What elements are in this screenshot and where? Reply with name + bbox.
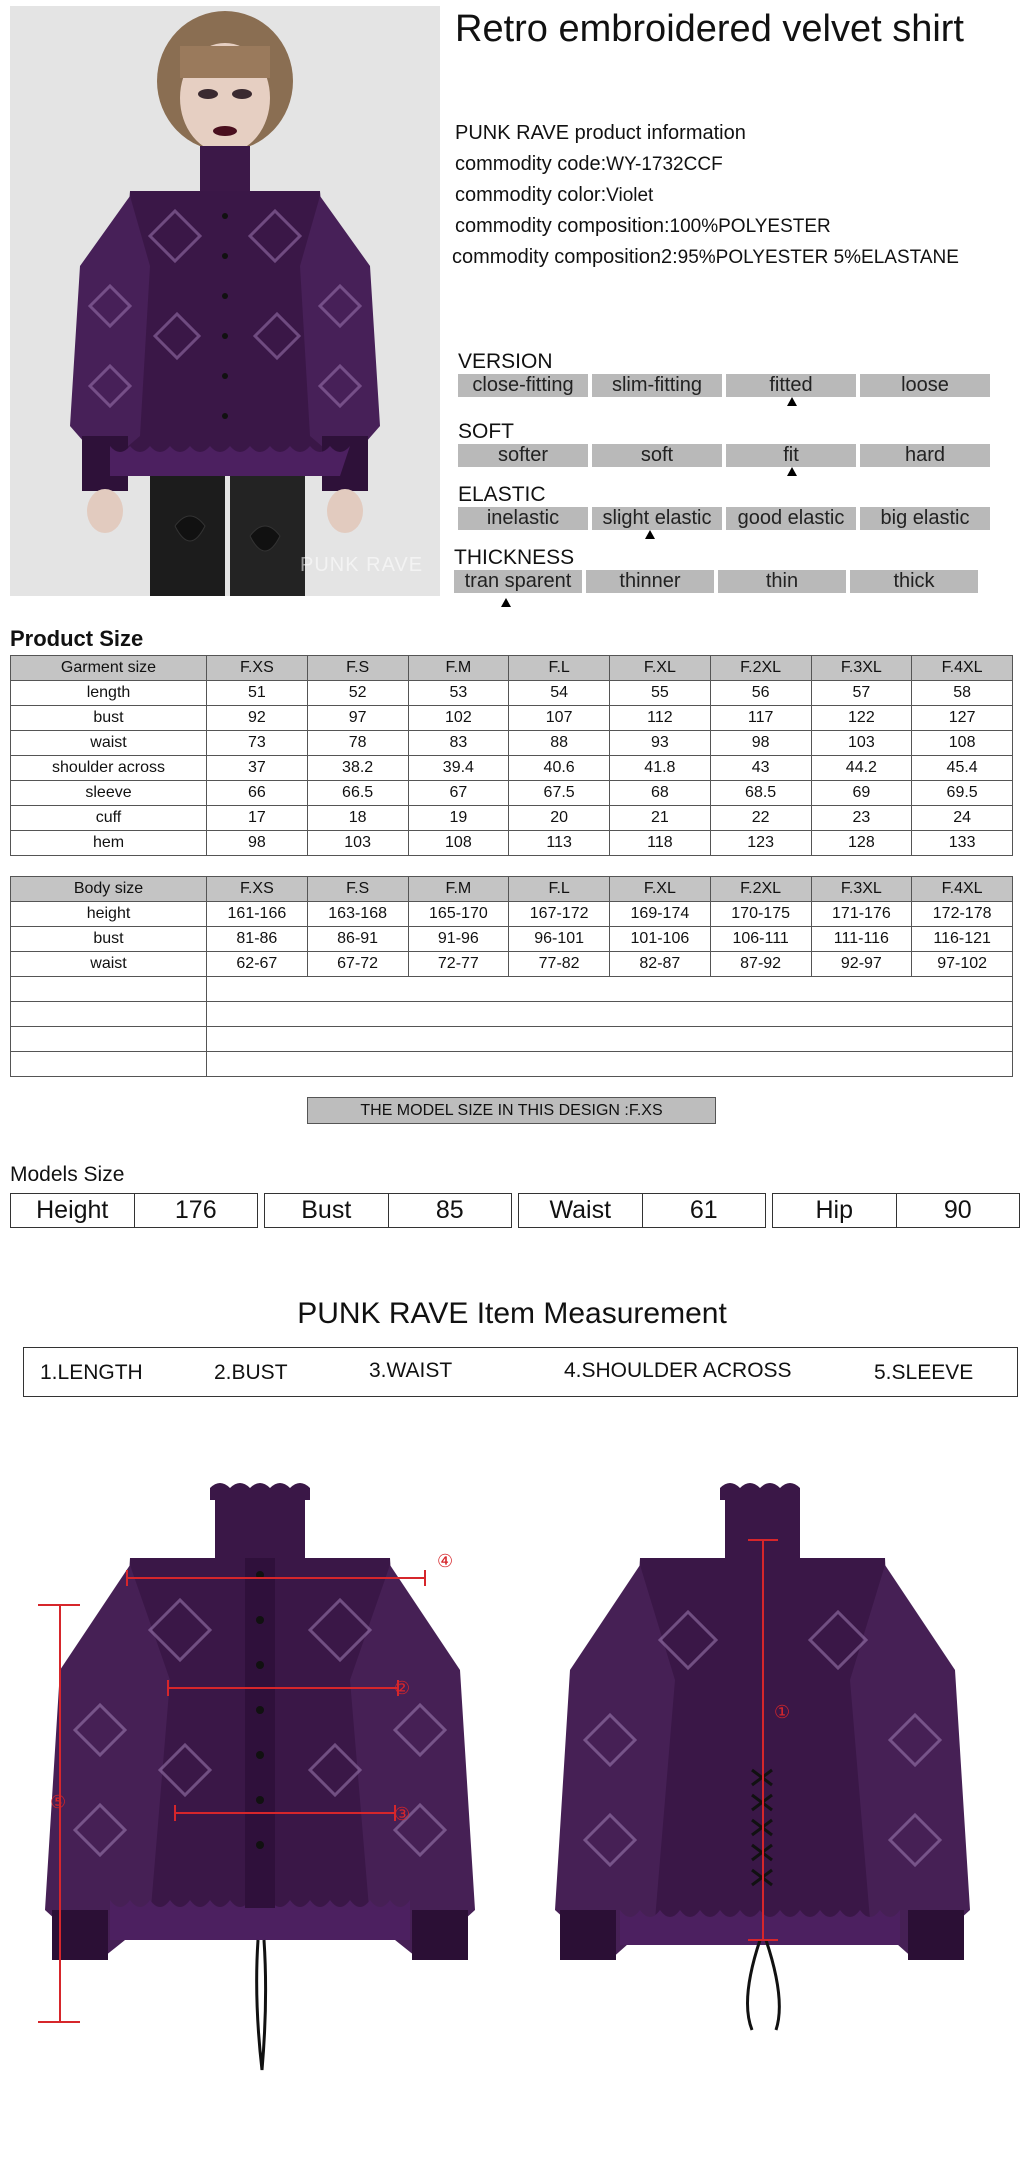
garment-diagrams — [0, 1440, 1024, 2080]
table-row — [11, 756, 1013, 781]
header-cell: F.3XL — [811, 877, 912, 902]
table-cell: 97 — [307, 706, 408, 731]
table-cell: 67.5 — [509, 781, 610, 806]
attr-version — [458, 350, 990, 397]
composition-value: 100%POLYESTER — [669, 216, 831, 237]
table-cell: 111-116 — [811, 927, 912, 952]
table-cell: 82-87 — [610, 952, 711, 977]
row-label: cuff — [11, 806, 207, 831]
code-value: WY-1732CCF — [606, 154, 723, 175]
table-row — [11, 952, 1013, 977]
table-cell: 39.4 — [408, 756, 509, 781]
attr-option: thin — [718, 570, 846, 593]
table-row — [11, 781, 1013, 806]
table-cell: 17 — [207, 806, 308, 831]
table-header-row — [11, 877, 1013, 902]
attr-option: thinner — [586, 570, 714, 593]
table-cell: 38.2 — [307, 756, 408, 781]
measure-item-shoulder: 4.SHOULDER ACROSS — [564, 1359, 792, 1382]
empty-row — [11, 1027, 1013, 1052]
row-label: bust — [11, 927, 207, 952]
attr-label: ELASTIC — [458, 483, 546, 506]
table-cell: 118 — [610, 831, 711, 856]
table-row — [11, 681, 1013, 706]
table-cell: 102 — [408, 706, 509, 731]
attr-options — [458, 374, 990, 397]
attr-option: big elastic — [860, 507, 990, 530]
model-measure-height — [10, 1193, 258, 1228]
table-cell: 22 — [710, 806, 811, 831]
table-cell: 19 — [408, 806, 509, 831]
measure-item-waist: 3.WAIST — [369, 1359, 453, 1382]
selected-marker-icon — [787, 467, 797, 476]
empty-cell — [207, 1052, 1013, 1077]
table-cell: 66 — [207, 781, 308, 806]
attr-options — [458, 507, 990, 530]
table-cell: 169-174 — [610, 902, 711, 927]
marker-sleeve: ⑤ — [50, 1792, 67, 1813]
table-cell: 123 — [710, 831, 811, 856]
table-cell: 127 — [912, 706, 1013, 731]
attr-option: fitted — [726, 374, 856, 397]
attr-options — [454, 570, 978, 593]
header-cell: F.XS — [207, 877, 308, 902]
table-cell: 122 — [811, 706, 912, 731]
table-cell: 69.5 — [912, 781, 1013, 806]
empty-cell — [11, 977, 207, 1002]
table-cell: 133 — [912, 831, 1013, 856]
model-photo — [10, 6, 440, 596]
attr-option: tran sparent — [454, 570, 582, 593]
selected-marker-icon — [787, 397, 797, 406]
attr-option: inelastic — [458, 507, 588, 530]
table-cell: 24 — [912, 806, 1013, 831]
table-cell: 171-176 — [811, 902, 912, 927]
marker-waist: ③ — [394, 1804, 411, 1825]
back-view — [555, 1483, 970, 2030]
header-cell: F.XL — [610, 877, 711, 902]
info-code — [455, 149, 959, 180]
table-cell: 51 — [207, 681, 308, 706]
table-cell: 128 — [811, 831, 912, 856]
table-cell: 103 — [811, 731, 912, 756]
models-size-heading: Models Size — [10, 1163, 125, 1186]
table-row — [11, 831, 1013, 856]
table-cell: 92 — [207, 706, 308, 731]
table-cell: 53 — [408, 681, 509, 706]
table-cell: 108 — [912, 731, 1013, 756]
table-cell: 172-178 — [912, 902, 1013, 927]
table-cell: 67-72 — [307, 952, 408, 977]
table-cell: 56 — [710, 681, 811, 706]
row-label: height — [11, 902, 207, 927]
garment-size-table — [10, 655, 1013, 856]
attr-soft — [458, 420, 990, 467]
table-row — [11, 902, 1013, 927]
measure-item-bust: 2.BUST — [214, 1361, 288, 1384]
table-cell: 97-102 — [912, 952, 1013, 977]
table-row — [11, 706, 1013, 731]
table-cell: 161-166 — [207, 902, 308, 927]
composition2-label: commodity composition2: — [452, 246, 678, 268]
composition-label: commodity composition: — [455, 215, 670, 237]
row-label: sleeve — [11, 781, 207, 806]
table-cell: 106-111 — [710, 927, 811, 952]
table-cell: 167-172 — [509, 902, 610, 927]
header-cell: F.2XL — [710, 877, 811, 902]
table-cell: 117 — [710, 706, 811, 731]
attr-option: loose — [860, 374, 990, 397]
empty-cell — [207, 1002, 1013, 1027]
table-cell: 83 — [408, 731, 509, 756]
attr-option: slight elastic — [592, 507, 722, 530]
table-row — [11, 731, 1013, 756]
measure-item-sleeve: 5.SLEEVE — [874, 1361, 974, 1384]
table-cell: 107 — [509, 706, 610, 731]
empty-row — [11, 977, 1013, 1002]
table-cell: 58 — [912, 681, 1013, 706]
info-composition — [455, 211, 959, 242]
row-label: hem — [11, 831, 207, 856]
table-cell: 78 — [307, 731, 408, 756]
marker-shoulder: ④ — [437, 1551, 454, 1572]
table-cell: 165-170 — [408, 902, 509, 927]
body-table-body — [11, 902, 1013, 1077]
table-cell: 116-121 — [912, 927, 1013, 952]
row-label: waist — [11, 731, 207, 756]
measurement-legend — [23, 1347, 1018, 1397]
table-cell: 68.5 — [710, 781, 811, 806]
code-label: commodity code: — [455, 153, 607, 175]
table-row — [11, 927, 1013, 952]
header-cell: F.M — [408, 877, 509, 902]
table-cell: 62-67 — [207, 952, 308, 977]
model-measure-hip — [772, 1193, 1020, 1228]
table-header-row — [11, 656, 1013, 681]
table-cell: 72-77 — [408, 952, 509, 977]
model-size-note: THE MODEL SIZE IN THIS DESIGN :F.XS — [307, 1097, 716, 1124]
garment-diagram-illustration — [0, 1440, 1024, 2080]
table-cell: 73 — [207, 731, 308, 756]
product-info — [452, 118, 959, 273]
table-cell: 69 — [811, 781, 912, 806]
table-cell: 40.6 — [509, 756, 610, 781]
table-cell: 98 — [207, 831, 308, 856]
marker-length: ① — [774, 1702, 791, 1723]
table-cell: 88 — [509, 731, 610, 756]
attr-label: THICKNESS — [454, 546, 575, 569]
model-photo-illustration — [10, 6, 440, 596]
header-cell: F.M — [408, 656, 509, 681]
composition2-value: 95%POLYESTER 5%ELASTANE — [677, 247, 959, 268]
models-size-row — [10, 1193, 1020, 1228]
header-cell: F.3XL — [811, 656, 912, 681]
selected-marker-icon — [501, 598, 511, 607]
attr-label: VERSION — [458, 350, 553, 373]
header-cell: F.S — [307, 656, 408, 681]
header-cell: F.XS — [207, 656, 308, 681]
header-cell: F.L — [509, 656, 610, 681]
attr-option: close-fitting — [458, 374, 588, 397]
measurement-heading: PUNK RAVE Item Measurement — [297, 1297, 727, 1330]
measure-label: Hip — [773, 1194, 897, 1227]
table-cell: 55 — [610, 681, 711, 706]
measure-value: 176 — [174, 1196, 217, 1224]
table-cell: 96-101 — [509, 927, 610, 952]
body-size-table — [10, 876, 1013, 1077]
header-cell: F.4XL — [912, 656, 1013, 681]
attr-option: softer — [458, 444, 588, 467]
attr-thickness — [454, 546, 978, 593]
empty-cell — [207, 977, 1013, 1002]
header-cell: F.2XL — [710, 656, 811, 681]
header-cell: F.L — [509, 877, 610, 902]
table-cell: 37 — [207, 756, 308, 781]
table-row — [11, 806, 1013, 831]
table-cell: 43 — [710, 756, 811, 781]
attr-label: SOFT — [458, 420, 514, 443]
row-label: waist — [11, 952, 207, 977]
selected-marker-icon — [645, 530, 655, 539]
attr-option: good elastic — [726, 507, 856, 530]
row-label: length — [11, 681, 207, 706]
empty-cell — [11, 1027, 207, 1052]
table-cell: 112 — [610, 706, 711, 731]
table-cell: 23 — [811, 806, 912, 831]
header-cell: F.XL — [610, 656, 711, 681]
table-cell: 170-175 — [710, 902, 811, 927]
empty-cell — [207, 1027, 1013, 1052]
attr-option: thick — [850, 570, 978, 593]
empty-row — [11, 1052, 1013, 1077]
table-cell: 103 — [307, 831, 408, 856]
measure-value: 61 — [689, 1196, 718, 1224]
measure-label: Waist — [519, 1194, 643, 1227]
table-cell: 163-168 — [307, 902, 408, 927]
table-cell: 52 — [307, 681, 408, 706]
product-size-heading: Product Size — [10, 626, 144, 651]
table-cell: 93 — [610, 731, 711, 756]
empty-row — [11, 1002, 1013, 1027]
table-cell: 98 — [710, 731, 811, 756]
attr-option: slim-fitting — [592, 374, 722, 397]
model-measure-waist — [518, 1193, 766, 1228]
measure-value: 85 — [435, 1196, 464, 1224]
table-cell: 54 — [509, 681, 610, 706]
table-cell: 41.8 — [610, 756, 711, 781]
table-cell: 20 — [509, 806, 610, 831]
marker-bust: ② — [394, 1678, 411, 1699]
front-view — [38, 1483, 475, 2070]
table-cell: 101-106 — [610, 927, 711, 952]
table-cell: 87-92 — [710, 952, 811, 977]
table-cell: 45.4 — [912, 756, 1013, 781]
attr-options — [458, 444, 990, 467]
attr-option: fit — [726, 444, 856, 467]
table-cell: 92-97 — [811, 952, 912, 977]
table-cell: 67 — [408, 781, 509, 806]
table-cell: 91-96 — [408, 927, 509, 952]
empty-cell — [11, 1052, 207, 1077]
empty-cell — [11, 1002, 207, 1027]
table-cell: 66.5 — [307, 781, 408, 806]
table-cell: 86-91 — [307, 927, 408, 952]
table-cell: 113 — [509, 831, 610, 856]
table-cell: 18 — [307, 806, 408, 831]
info-color — [455, 180, 959, 211]
color-label: commodity color: — [455, 184, 607, 206]
header-cell: Body size — [11, 877, 207, 902]
attr-option: soft — [592, 444, 722, 467]
row-label: bust — [11, 706, 207, 731]
row-label: shoulder across — [11, 756, 207, 781]
color-value: Violet — [606, 185, 654, 206]
attr-elastic — [458, 483, 990, 530]
info-composition2 — [452, 242, 959, 273]
table-cell: 68 — [610, 781, 711, 806]
info-heading: PUNK RAVE product information — [455, 122, 746, 144]
header-cell: F.4XL — [912, 877, 1013, 902]
header-cell: Garment size — [11, 656, 207, 681]
header-cell: F.S — [307, 877, 408, 902]
measure-label: Height — [11, 1194, 135, 1227]
product-title: Retro embroidered velvet shirt — [455, 8, 964, 50]
table-cell: 108 — [408, 831, 509, 856]
measure-item-length: 1.LENGTH — [40, 1361, 143, 1384]
measure-label: Bust — [265, 1194, 389, 1227]
attr-option: hard — [860, 444, 990, 467]
photo-watermark: PUNK RAVE — [300, 554, 424, 576]
table-cell: 44.2 — [811, 756, 912, 781]
table-cell: 57 — [811, 681, 912, 706]
measure-value: 90 — [943, 1196, 972, 1224]
table-cell: 77-82 — [509, 952, 610, 977]
table-cell: 21 — [610, 806, 711, 831]
garment-table-body — [11, 681, 1013, 856]
table-cell: 81-86 — [207, 927, 308, 952]
model-measure-bust — [264, 1193, 512, 1228]
